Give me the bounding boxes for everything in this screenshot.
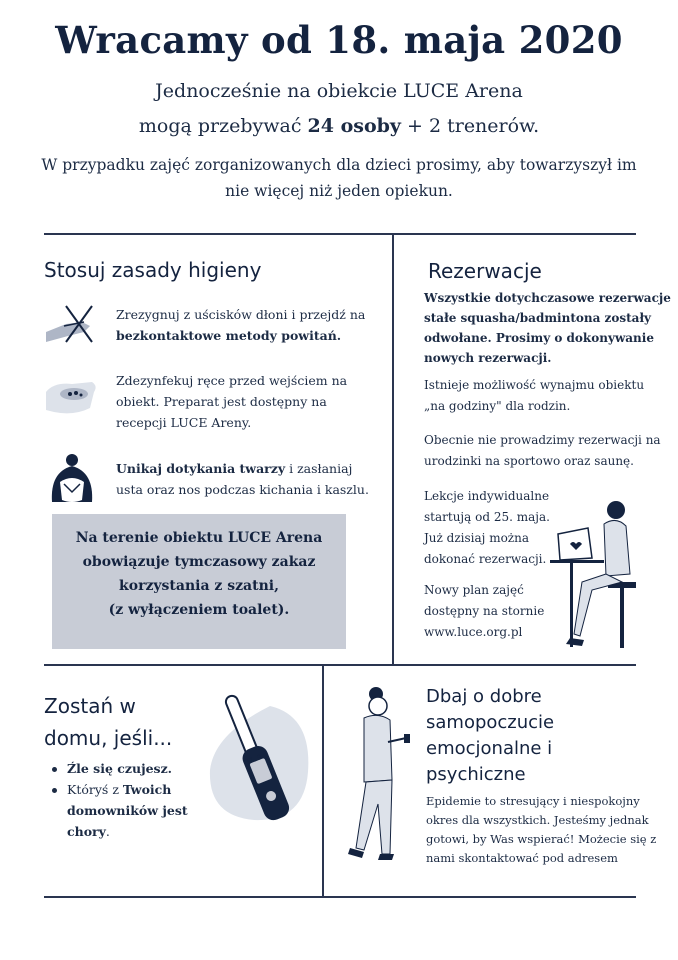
wellbeing-heading-line: samopoczucie xyxy=(426,712,555,733)
hygiene-item-bold: Unikaj dotykania twarzy xyxy=(116,461,286,476)
hygiene-item-bold: bezkontaktowe metody powitań. xyxy=(116,328,342,343)
list-item xyxy=(52,779,188,800)
notice-line: obowiązuje tymczasowy zakaz xyxy=(82,554,316,570)
wellbeing-text: okres dla wszystkich. Jesteśmy jednak xyxy=(426,813,649,827)
reservations-bold-line: Wszystkie dotychczasowe rezerwacje xyxy=(424,291,671,305)
reservations-bold-line: nowych rezerwacji. xyxy=(424,351,552,365)
stay-home-heading-line: domu, jeśli... xyxy=(44,726,173,750)
bullet-icon xyxy=(52,767,57,772)
reservations-family xyxy=(424,375,644,417)
woman-phone-illustration xyxy=(342,684,422,868)
reservations-text: Już dzisiaj można xyxy=(424,531,530,545)
wellbeing-text: gotowi, by Was wspierać! Możecie się z xyxy=(426,832,657,846)
guardian-note xyxy=(30,152,648,204)
divider-vertical-lower xyxy=(322,665,324,897)
hygiene-item-text: recepcji LUCE Areny. xyxy=(116,415,252,430)
guardian-note-line-1: W przypadku zajęć zorganizowanych dla dzieci prosimy, aby towarzyszył im xyxy=(41,156,637,174)
reservations-birthdays xyxy=(424,430,661,472)
hygiene-heading: Stosuj zasady higieny xyxy=(44,258,262,282)
sneeze-face-icon xyxy=(46,452,98,508)
reservations-cancelled-note xyxy=(424,288,671,368)
hygiene-item-face xyxy=(116,458,369,500)
list-item-bold: Twoich xyxy=(122,782,172,797)
list-item-bold: domowników jest xyxy=(67,803,188,818)
list-item-text: Któryś z xyxy=(67,782,123,797)
stay-home-heading-line: Zostań w xyxy=(44,694,136,718)
wellbeing-heading-line: Dbaj o dobre xyxy=(426,686,542,707)
wellbeing-heading-line: psychiczne xyxy=(426,764,526,785)
wellbeing-text: nami skontaktować pod adresem xyxy=(426,851,618,865)
wellbeing-heading xyxy=(426,684,554,788)
list-item xyxy=(52,758,188,779)
hygiene-item-text: i zasłaniaj xyxy=(285,461,353,476)
reservations-text: dokonać rezerwacji. xyxy=(424,552,547,566)
hand-sanitizer-icon xyxy=(44,372,100,420)
hygiene-item-text: Zdezynfekuj ręce przed wejściem na xyxy=(116,373,348,388)
handshake-crossed-icon xyxy=(44,302,100,350)
stay-home-list xyxy=(52,758,188,842)
reservations-text: urodzinki na sportowo oraz saunę. xyxy=(424,454,634,468)
divider-bottom xyxy=(44,896,636,898)
capacity-line-2 xyxy=(0,115,678,137)
divider-top xyxy=(44,233,636,235)
stay-home-heading xyxy=(44,690,172,754)
notice-line: Na terenie obiektu LUCE Arena xyxy=(75,530,323,546)
capacity-line-1: Jednocześnie na obiekcie LUCE Arena xyxy=(155,80,523,102)
notice-line: korzystania z szatni, xyxy=(119,578,279,594)
divider-middle xyxy=(44,664,636,666)
reservations-text: Obecnie nie prowadzimy rezerwacji na xyxy=(424,433,661,447)
hygiene-item-text: Zrezygnuj z uścisków dłoni i przejdź na xyxy=(116,307,366,322)
woman-laptop-illustration xyxy=(540,494,640,658)
notice-line: (z wyłączeniem toalet). xyxy=(108,602,290,618)
guardian-note-line-2: nie więcej niż jeden opiekun. xyxy=(225,182,453,200)
reservations-link: www.luce.org.pl xyxy=(424,625,523,639)
list-item xyxy=(52,800,188,821)
divider-vertical-upper xyxy=(392,234,394,664)
reservations-schedule xyxy=(424,580,544,643)
reservations-text: Lekcje indywidualne xyxy=(424,489,550,503)
hygiene-item-text: obiekt. Preparat jest dostępny na xyxy=(116,394,327,409)
reservations-heading: Rezerwacje xyxy=(428,259,542,283)
reservations-text: Nowy plan zajęć xyxy=(424,583,524,597)
reservations-bold-line: stałe squasha/badmintona zostały xyxy=(424,311,652,325)
reservations-text: startują od 25. maja. xyxy=(424,510,550,524)
cloakroom-notice xyxy=(52,526,346,622)
reservations-bold-line: odwołane. Prosimy o dokonywanie xyxy=(424,331,654,345)
capacity-pre: mogą przebywać xyxy=(138,115,308,137)
hygiene-item-sanitize xyxy=(116,370,347,433)
list-item-bold: chory xyxy=(67,824,106,839)
hygiene-item-handshake xyxy=(116,304,365,346)
wellbeing-text: Epidemie to stresujący i niespokojny xyxy=(426,794,640,808)
list-item xyxy=(52,821,188,842)
list-item-bold: Źle się czujesz. xyxy=(67,761,173,776)
reservations-text: „na godziny" dla rodzin. xyxy=(424,399,571,413)
hygiene-item-text: usta oraz nos podczas kichania i kaszlu. xyxy=(116,482,369,497)
thermometer-illustration xyxy=(200,686,320,840)
page-title: Wracamy od 18. maja 2020 xyxy=(55,18,623,62)
capacity-post: + 2 trenerów. xyxy=(400,115,540,137)
reservations-text: dostępny na stornie xyxy=(424,604,545,618)
thermometer-reading: 37.9 xyxy=(244,753,263,767)
wellbeing-body xyxy=(426,792,656,868)
reservations-text: Istnieje możliwość wynajmu obiektu xyxy=(424,378,645,392)
list-item-text: . xyxy=(105,824,110,839)
capacity-bold: 24 osoby xyxy=(307,115,401,137)
reservations-lessons xyxy=(424,486,550,570)
bullet-icon xyxy=(52,788,57,793)
wellbeing-heading-line: emocjonalne i xyxy=(426,738,553,759)
